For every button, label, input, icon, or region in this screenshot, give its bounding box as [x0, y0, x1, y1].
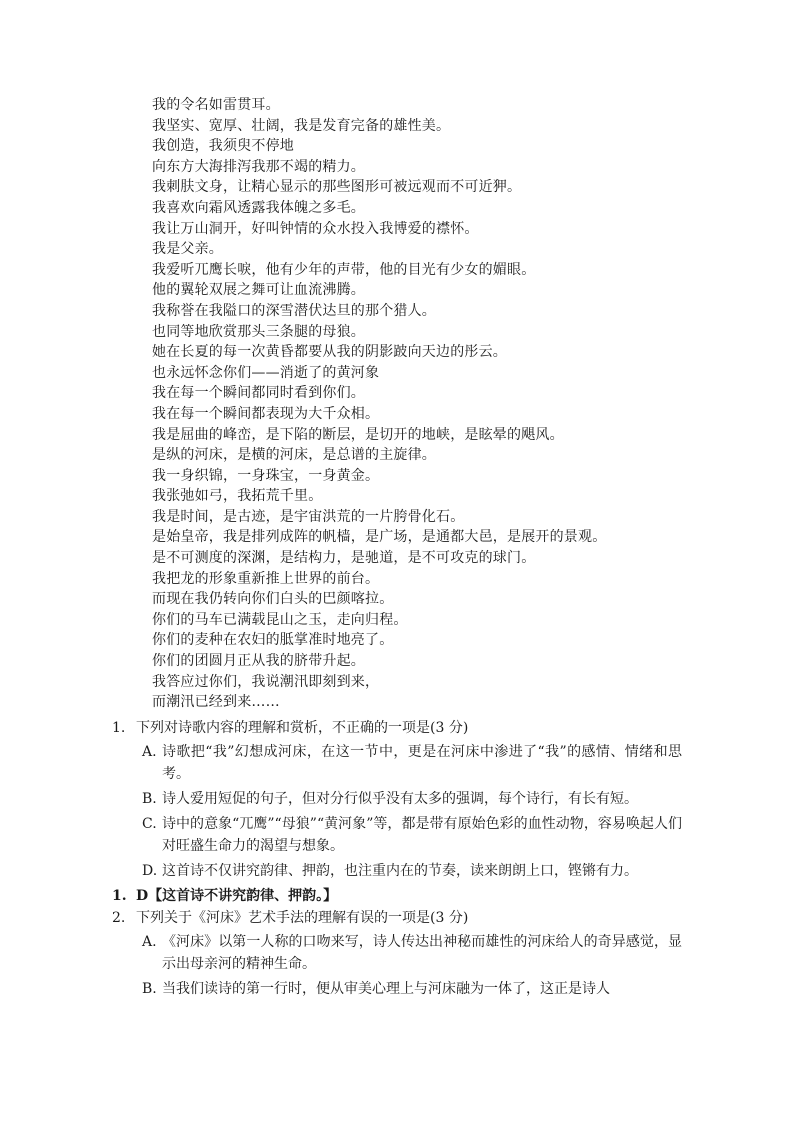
question-stem — [112, 908, 682, 929]
poem-excerpt — [152, 95, 752, 713]
poem-line: 我让万山洞开，好叫钟情的众水投入我博爱的襟怀。 — [152, 220, 479, 237]
poem-line: 我喜欢向霜风透露我体魄之多毛。 — [152, 199, 365, 216]
option-letter: D. — [142, 863, 158, 879]
poem-line: 我是屈曲的峰峦，是下陷的断层，是切开的地峡，是眩晕的飓风。 — [152, 426, 564, 443]
question-1 — [112, 718, 682, 882]
option-letter: B. — [142, 791, 157, 807]
option-letter: A. — [142, 744, 157, 760]
poem-line: 我在每一个瞬间都同时看到你们。 — [152, 385, 365, 402]
question-stem — [112, 718, 682, 739]
option-text: 诗人爱用短促的句子，但对分行似乎没有太多的强调，每个诗行，有长有短。 — [162, 791, 638, 807]
poem-line: 是纵的河床，是横的河床，是总谱的主旋律。 — [152, 447, 436, 464]
question-number: 2. — [112, 910, 126, 926]
question-section — [112, 718, 682, 1003]
option-text: 这首诗不仅讲究韵律、押韵，也注重内在的节奏，读来朗朗上口，铿锵有力。 — [162, 863, 638, 879]
option-text: 诗中的意象“兀鹰”“母狼”“黄河象”等，都是带有原始色彩的血性动物，容易唤起人们对旺盛生命力的渴望与想象。 — [162, 816, 682, 854]
option-a — [142, 931, 682, 975]
answer-1 — [112, 885, 682, 907]
answer-number: 1. — [112, 888, 127, 904]
poem-line: 我坚实、宽厚、壮阔，我是发育完备的雄性美。 — [152, 117, 451, 134]
poem-line: 我的令名如雷贯耳。 — [152, 97, 280, 113]
option-b — [142, 788, 682, 810]
option-letter: B. — [142, 981, 157, 997]
option-letter: A. — [142, 934, 157, 950]
poem-line: 你们的团圆月正从我的脐带升起。 — [152, 653, 365, 670]
option-text: 诗歌把“我”幻想成河床，在这一节中，更是在河床中渗进了“我”的感情、情绪和思考。 — [162, 744, 682, 782]
option-text: 《河床》以第一人称的口吻来写，诗人传达出神秘而雄性的河床给人的奇异感觉，显示出母亲河的精神生命。 — [162, 934, 682, 972]
option-letter: C. — [142, 816, 157, 832]
option-a — [142, 741, 682, 785]
poem-line: 她在长夏的每一次黄昏都要从我的阴影跛向天边的彤云。 — [152, 344, 507, 361]
poem-line: 向东方大海排泻我那不竭的精力。 — [152, 158, 365, 175]
poem-line: 你们的麦种在农妇的胝掌准时地亮了。 — [152, 632, 394, 649]
poem-line: 我刺肤文身，让精心显示的那些图形可被远观而不可近狎。 — [152, 179, 522, 196]
question-number: 1. — [112, 720, 126, 736]
poem-line: 我在每一个瞬间都表现为大千众相。 — [152, 405, 380, 422]
question-text: 下列关于《河床》艺术手法的理解有误的一项是(3 分) — [136, 910, 469, 926]
answer-text: D【这首诗不讲究韵律、押韵。】 — [136, 888, 338, 904]
poem-line: 我张弛如弓，我拓荒千里。 — [152, 488, 323, 505]
option-text: 当我们读诗的第一行时，便从审美心理上与河床融为一体了，这正是诗人 — [162, 981, 610, 997]
poem-line: 是不可测度的深渊，是结构力，是驰道，是不可攻克的球门。 — [152, 550, 536, 567]
option-d — [142, 860, 682, 882]
poem-line: 我是父亲。 — [152, 241, 223, 258]
poem-line: 我爱听兀鹰长唳，他有少年的声带，他的目光有少女的媚眼。 — [152, 261, 536, 278]
poem-line: 我把龙的形象重新推上世界的前台。 — [152, 570, 380, 587]
poem-line: 你们的马车已满载昆山之玉，走向归程。 — [152, 611, 408, 628]
poem-line: 他的翼轮双展之舞可让血流沸腾。 — [152, 282, 365, 299]
poem-line: 我称誉在我隘口的深雪潜伏达旦的那个猎人。 — [152, 302, 436, 319]
poem-line: 我一身织锦，一身珠宝，一身黄金。 — [152, 467, 380, 484]
poem-line: 我答应过你们，我说潮汛即刻到来， — [152, 673, 380, 690]
poem-line: 我创造，我须臾不停地 — [152, 138, 294, 155]
option-c — [142, 813, 682, 857]
poem-line: 而现在我仍转向你们白头的巴颜喀拉。 — [152, 591, 394, 608]
question-text: 下列对诗歌内容的理解和赏析，不正确的一项是(3 分) — [136, 720, 469, 736]
poem-line: 我是时间，是古迹，是宇宙洪荒的一片胯骨化石。 — [152, 508, 465, 525]
poem-line: 而潮汛已经到来…… — [152, 694, 280, 711]
poem-line: 也永远怀念你们——消逝了的黄河象 — [152, 364, 380, 381]
option-b — [142, 978, 682, 1000]
poem-line: 也同等地欣赏那头三条腿的母狼。 — [152, 323, 365, 340]
question-2 — [112, 908, 682, 1000]
poem-line: 是始皇帝，我是排列成阵的帆樯，是广场，是通都大邑，是展开的景观。 — [152, 529, 607, 546]
